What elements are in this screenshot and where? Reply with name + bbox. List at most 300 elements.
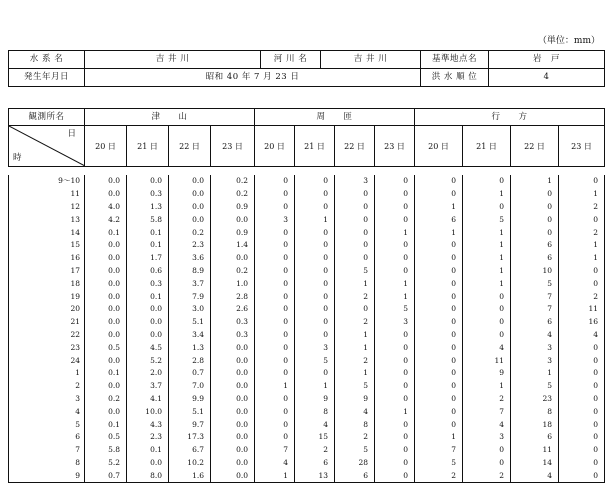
namekata-value-cell: 4 (463, 418, 511, 431)
shusai-value-cell: 7 (255, 444, 295, 457)
tsuyama-value-cell: 0.3 (211, 316, 255, 329)
flood-rank-label: 洪 水 順 位 (421, 69, 489, 87)
tsuyama-value-cell: 0.1 (127, 290, 169, 303)
tsuyama-value-cell: 3.7 (127, 380, 169, 393)
namekata-value-cell: 0 (559, 393, 605, 406)
tsuyama-value-cell: 3.6 (169, 252, 211, 265)
shusai-value-cell: 1 (295, 380, 335, 393)
tsuyama-value-cell: 0.5 (85, 431, 127, 444)
shusai-value-cell: 1 (295, 213, 335, 226)
namekata-value-cell: 6 (511, 252, 559, 265)
namekata-value-cell: 1 (463, 239, 511, 252)
shusai-value-cell: 1 (375, 405, 415, 418)
shusai-day-23: 23 日 (375, 126, 415, 167)
namekata-value-cell: 0 (559, 354, 605, 367)
shusai-value-cell: 0 (295, 175, 335, 188)
header-row-2 (9, 69, 605, 87)
shusai-value-cell: 2 (335, 290, 375, 303)
hour-cell: 9 (9, 469, 85, 482)
hour-cell: 13 (9, 213, 85, 226)
shusai-value-cell: 3 (335, 175, 375, 188)
shusai-value-cell: 0 (375, 469, 415, 482)
tsuyama-value-cell: 2.8 (169, 354, 211, 367)
shusai-value-cell: 0 (375, 380, 415, 393)
shusai-value-cell: 0 (375, 252, 415, 265)
hour-cell: 3 (9, 393, 85, 406)
table-row (9, 226, 605, 239)
table-row (9, 303, 605, 316)
water-system-label: 水 系 名 (9, 51, 85, 69)
shusai-value-cell: 0 (335, 252, 375, 265)
table-row (9, 380, 605, 393)
shusai-value-cell: 0 (255, 290, 295, 303)
namekata-value-cell: 1 (559, 239, 605, 252)
tsuyama-value-cell: 2.8 (211, 290, 255, 303)
tsuyama-value-cell: 0.0 (85, 380, 127, 393)
hour-cell: 24 (9, 354, 85, 367)
tsuyama-value-cell: 0.7 (85, 469, 127, 482)
shusai-value-cell: 5 (375, 303, 415, 316)
hour-cell: 17 (9, 265, 85, 278)
hour-cell: 5 (9, 418, 85, 431)
namekata-value-cell: 5 (463, 213, 511, 226)
river-name-value: 吉 井 川 (321, 51, 421, 69)
tsuyama-value-cell: 10.2 (169, 457, 211, 470)
tsuyama-value-cell: 0.0 (169, 175, 211, 188)
tsuyama-value-cell: 0.0 (85, 316, 127, 329)
shusai-value-cell: 1 (335, 277, 375, 290)
namekata-value-cell: 0 (415, 341, 463, 354)
namekata-value-cell: 0 (415, 405, 463, 418)
tsuyama-value-cell: 0.0 (211, 367, 255, 380)
shusai-value-cell: 28 (335, 457, 375, 470)
tsuyama-value-cell: 4.2 (85, 213, 127, 226)
tsuyama-day-21: 21 日 (127, 126, 169, 167)
shusai-value-cell: 1 (335, 329, 375, 342)
namekata-value-cell: 0 (559, 457, 605, 470)
namekata-value-cell: 0 (559, 380, 605, 393)
table-row (9, 290, 605, 303)
tsuyama-value-cell: 1.3 (127, 201, 169, 214)
shusai-value-cell: 4 (295, 418, 335, 431)
shusai-value-cell: 8 (335, 418, 375, 431)
namekata-value-cell: 0 (559, 469, 605, 482)
namekata-value-cell: 0 (415, 188, 463, 201)
namekata-value-cell: 1 (415, 226, 463, 239)
flood-rank-value: 4 (489, 69, 605, 87)
tsuyama-value-cell: 0.0 (85, 303, 127, 316)
tsuyama-value-cell: 0.0 (211, 380, 255, 393)
namekata-value-cell: 2 (559, 226, 605, 239)
shusai-value-cell: 0 (375, 393, 415, 406)
namekata-value-cell: 0 (415, 265, 463, 278)
namekata-value-cell: 0 (559, 341, 605, 354)
hour-cell: 22 (9, 329, 85, 342)
namekata-value-cell: 14 (511, 457, 559, 470)
shusai-value-cell: 0 (295, 201, 335, 214)
shusai-value-cell: 0 (295, 290, 335, 303)
shusai-value-cell: 0 (255, 316, 295, 329)
namekata-value-cell: 10 (511, 265, 559, 278)
tsuyama-value-cell: 17.3 (169, 431, 211, 444)
table-row (9, 444, 605, 457)
namekata-value-cell: 0 (415, 393, 463, 406)
hour-cell: 1 (9, 367, 85, 380)
tsuyama-value-cell: 0.0 (85, 188, 127, 201)
namekata-value-cell: 4 (511, 469, 559, 482)
hour-cell: 8 (9, 457, 85, 470)
shusai-value-cell: 0 (295, 329, 335, 342)
hour-cell: 18 (9, 277, 85, 290)
hour-cell: 7 (9, 444, 85, 457)
tsuyama-value-cell: 0.0 (85, 290, 127, 303)
shusai-value-cell: 1 (375, 277, 415, 290)
shusai-value-cell: 0 (255, 175, 295, 188)
table-row (9, 405, 605, 418)
base-point-label: 基準地点名 (421, 51, 489, 69)
namekata-value-cell: 1 (511, 175, 559, 188)
shusai-value-cell: 0 (255, 303, 295, 316)
shusai-value-cell: 0 (255, 188, 295, 201)
tsuyama-value-cell: 0.0 (127, 457, 169, 470)
tsuyama-value-cell: 0.0 (211, 457, 255, 470)
shusai-value-cell: 0 (375, 265, 415, 278)
namekata-value-cell: 0 (415, 316, 463, 329)
tsuyama-value-cell: 0.0 (85, 252, 127, 265)
shusai-value-cell: 0 (255, 354, 295, 367)
tsuyama-value-cell: 0.0 (127, 316, 169, 329)
tsuyama-value-cell: 1.3 (169, 341, 211, 354)
shusai-value-cell: 0 (375, 431, 415, 444)
station-shusai: 周 匝 (255, 109, 415, 126)
table-row (9, 469, 605, 482)
namekata-value-cell: 5 (415, 457, 463, 470)
unit-label: （単位：mm） (537, 36, 600, 46)
shusai-day-21: 21 日 (295, 126, 335, 167)
hour-cell: 23 (9, 341, 85, 354)
shusai-value-cell: 1 (375, 290, 415, 303)
hour-cell: 16 (9, 252, 85, 265)
tsuyama-value-cell: 0.7 (169, 367, 211, 380)
namekata-value-cell: 16 (559, 316, 605, 329)
shusai-value-cell: 3 (375, 316, 415, 329)
namekata-value-cell: 0 (463, 290, 511, 303)
namekata-value-cell: 0 (559, 277, 605, 290)
namekata-value-cell: 7 (511, 303, 559, 316)
tsuyama-value-cell: 2.3 (169, 239, 211, 252)
namekata-value-cell: 0 (511, 226, 559, 239)
table-row (9, 277, 605, 290)
namekata-value-cell: 0 (415, 418, 463, 431)
shusai-value-cell: 0 (335, 239, 375, 252)
namekata-value-cell: 2 (415, 469, 463, 482)
shusai-value-cell: 0 (255, 405, 295, 418)
namekata-value-cell: 0 (511, 201, 559, 214)
header-row-1 (9, 51, 605, 69)
table-row (9, 252, 605, 265)
shusai-value-cell: 0 (255, 252, 295, 265)
shusai-day-20: 20 日 (255, 126, 295, 167)
namekata-value-cell: 11 (559, 303, 605, 316)
tsuyama-value-cell: 0.3 (211, 329, 255, 342)
tsuyama-value-cell: 0.2 (211, 188, 255, 201)
header-table (8, 50, 605, 87)
namekata-value-cell: 1 (463, 380, 511, 393)
tsuyama-value-cell: 0.0 (85, 354, 127, 367)
tsuyama-value-cell: 5.2 (85, 457, 127, 470)
tsuyama-value-cell: 3.7 (169, 277, 211, 290)
tsuyama-value-cell: 5.8 (127, 213, 169, 226)
tsuyama-value-cell: 0.9 (211, 201, 255, 214)
hour-corner-label: 時 (13, 153, 22, 163)
namekata-value-cell: 2 (559, 201, 605, 214)
day-row (9, 126, 605, 167)
river-name-label: 河 川 名 (261, 51, 321, 69)
shusai-value-cell: 5 (335, 265, 375, 278)
rainfall-table-body (9, 175, 605, 483)
base-point-value: 岩 戸 (489, 51, 605, 69)
shusai-value-cell: 0 (375, 418, 415, 431)
shusai-value-cell: 0 (375, 367, 415, 380)
namekata-value-cell: 0 (559, 175, 605, 188)
shusai-value-cell: 0 (255, 341, 295, 354)
shusai-value-cell: 1 (335, 341, 375, 354)
shusai-value-cell: 9 (295, 393, 335, 406)
tsuyama-value-cell: 0.3 (127, 188, 169, 201)
namekata-value-cell: 1 (463, 188, 511, 201)
shusai-value-cell: 0 (375, 201, 415, 214)
shusai-value-cell: 1 (335, 367, 375, 380)
station-row (9, 109, 605, 126)
shusai-value-cell: 4 (335, 405, 375, 418)
shusai-value-cell: 0 (255, 418, 295, 431)
shusai-value-cell: 0 (295, 277, 335, 290)
tsuyama-value-cell: 1.0 (211, 277, 255, 290)
tsuyama-value-cell: 4.1 (127, 393, 169, 406)
namekata-value-cell: 8 (511, 405, 559, 418)
tsuyama-value-cell: 5.8 (85, 444, 127, 457)
shusai-value-cell: 1 (255, 469, 295, 482)
tsuyama-value-cell: 0.0 (85, 329, 127, 342)
table-row (9, 393, 605, 406)
shusai-value-cell: 0 (375, 457, 415, 470)
hour-cell: 2 (9, 380, 85, 393)
tsuyama-day-20: 20 日 (85, 126, 127, 167)
tsuyama-value-cell: 8.0 (127, 469, 169, 482)
shusai-value-cell: 0 (255, 239, 295, 252)
day-corner-label: 日 (67, 129, 76, 139)
date-label: 発生年月日 (9, 69, 85, 87)
namekata-value-cell: 0 (559, 405, 605, 418)
namekata-value-cell: 1 (559, 252, 605, 265)
hour-cell: 21 (9, 316, 85, 329)
shusai-value-cell: 0 (335, 213, 375, 226)
shusai-value-cell: 0 (295, 188, 335, 201)
tsuyama-value-cell: 0.1 (127, 444, 169, 457)
tsuyama-value-cell: 0.1 (127, 226, 169, 239)
tsuyama-value-cell: 2.3 (127, 431, 169, 444)
tsuyama-value-cell: 0.0 (211, 431, 255, 444)
shusai-value-cell: 0 (255, 431, 295, 444)
namekata-value-cell: 0 (415, 303, 463, 316)
tsuyama-value-cell: 8.9 (169, 265, 211, 278)
tsuyama-value-cell: 3.0 (169, 303, 211, 316)
tsuyama-value-cell: 6.7 (169, 444, 211, 457)
shusai-value-cell: 13 (295, 469, 335, 482)
tsuyama-value-cell: 9.7 (169, 418, 211, 431)
tsuyama-value-cell: 0.3 (127, 277, 169, 290)
shusai-value-cell: 6 (335, 469, 375, 482)
namekata-value-cell: 6 (511, 316, 559, 329)
namekata-value-cell: 2 (463, 393, 511, 406)
tsuyama-value-cell: 0.0 (85, 405, 127, 418)
namekata-value-cell: 0 (559, 431, 605, 444)
shusai-value-cell: 2 (335, 316, 375, 329)
namekata-value-cell: 18 (511, 418, 559, 431)
namekata-value-cell: 0 (415, 277, 463, 290)
namekata-day-20: 20 日 (415, 126, 463, 167)
tsuyama-value-cell: 0.0 (127, 175, 169, 188)
shusai-value-cell: 0 (335, 201, 375, 214)
tsuyama-value-cell: 0.0 (85, 277, 127, 290)
namekata-value-cell: 7 (511, 290, 559, 303)
tsuyama-value-cell: 0.1 (85, 418, 127, 431)
tsuyama-value-cell: 9.9 (169, 393, 211, 406)
tsuyama-value-cell: 0.0 (211, 252, 255, 265)
shusai-value-cell: 0 (375, 354, 415, 367)
namekata-value-cell: 3 (463, 431, 511, 444)
table-row (9, 188, 605, 201)
namekata-value-cell: 0 (511, 188, 559, 201)
day-hour-corner (9, 126, 85, 167)
tsuyama-value-cell: 0.0 (211, 213, 255, 226)
namekata-value-cell: 0 (559, 367, 605, 380)
namekata-value-cell: 4 (559, 329, 605, 342)
tsuyama-value-cell: 0.0 (211, 341, 255, 354)
table-row (9, 213, 605, 226)
namekata-value-cell: 0 (559, 213, 605, 226)
tsuyama-value-cell: 1.4 (211, 239, 255, 252)
shusai-value-cell: 0 (295, 367, 335, 380)
namekata-value-cell: 7 (463, 405, 511, 418)
tsuyama-value-cell: 0.2 (169, 226, 211, 239)
namekata-value-cell: 4 (463, 341, 511, 354)
table-row (9, 329, 605, 342)
namekata-value-cell: 0 (511, 213, 559, 226)
namekata-value-cell: 0 (463, 175, 511, 188)
hour-cell: 4 (9, 405, 85, 418)
tsuyama-value-cell: 0.1 (127, 239, 169, 252)
tsuyama-value-cell: 0.0 (85, 265, 127, 278)
tsuyama-value-cell: 0.0 (211, 354, 255, 367)
station-tsuyama: 津 山 (85, 109, 255, 126)
shusai-value-cell: 0 (295, 265, 335, 278)
namekata-value-cell: 1 (415, 431, 463, 444)
tsuyama-value-cell: 0.0 (85, 175, 127, 188)
namekata-value-cell: 0 (415, 329, 463, 342)
tsuyama-value-cell: 5.1 (169, 405, 211, 418)
shusai-value-cell: 2 (335, 354, 375, 367)
namekata-value-cell: 0 (463, 457, 511, 470)
namekata-value-cell: 0 (559, 265, 605, 278)
tsuyama-day-22: 22 日 (169, 126, 211, 167)
namekata-value-cell: 11 (511, 444, 559, 457)
date-value: 昭和 40 年 7 月 23 日 (85, 69, 421, 87)
tsuyama-value-cell: 5.1 (169, 316, 211, 329)
tsuyama-value-cell: 0.0 (127, 329, 169, 342)
hour-cell: 15 (9, 239, 85, 252)
hour-cell: 14 (9, 226, 85, 239)
namekata-value-cell: 0 (415, 367, 463, 380)
namekata-value-cell: 2 (463, 469, 511, 482)
shusai-value-cell: 0 (335, 188, 375, 201)
shusai-value-cell: 5 (335, 380, 375, 393)
rainfall-table (8, 175, 605, 483)
namekata-value-cell: 5 (511, 277, 559, 290)
shusai-value-cell: 0 (375, 329, 415, 342)
tsuyama-value-cell: 0.0 (211, 469, 255, 482)
table-row (9, 457, 605, 470)
namekata-value-cell: 3 (511, 354, 559, 367)
namekata-day-21: 21 日 (463, 126, 511, 167)
tsuyama-value-cell: 0.2 (85, 393, 127, 406)
namekata-value-cell: 1 (511, 367, 559, 380)
shusai-value-cell: 1 (375, 226, 415, 239)
shusai-value-cell: 2 (295, 444, 335, 457)
namekata-value-cell: 0 (463, 201, 511, 214)
shusai-value-cell: 0 (335, 303, 375, 316)
tsuyama-value-cell: 0.0 (169, 213, 211, 226)
station-namekata: 行 方 (415, 109, 605, 126)
namekata-value-cell: 1 (463, 252, 511, 265)
shusai-value-cell: 0 (255, 393, 295, 406)
hour-cell: 11 (9, 188, 85, 201)
hour-cell: 19 (9, 290, 85, 303)
namekata-value-cell: 0 (463, 316, 511, 329)
namekata-value-cell: 1 (463, 226, 511, 239)
shusai-value-cell: 2 (335, 431, 375, 444)
namekata-value-cell: 6 (511, 239, 559, 252)
tsuyama-value-cell: 0.0 (211, 444, 255, 457)
tsuyama-value-cell: 0.0 (211, 405, 255, 418)
table-row (9, 341, 605, 354)
station-name-label: 観測所名 (9, 109, 85, 126)
tsuyama-value-cell: 0.0 (211, 393, 255, 406)
tsuyama-value-cell: 2.0 (127, 367, 169, 380)
table-row (9, 265, 605, 278)
namekata-value-cell: 9 (463, 367, 511, 380)
tsuyama-value-cell: 0.5 (85, 341, 127, 354)
water-system-value: 吉 井 川 (85, 51, 261, 69)
shusai-value-cell: 1 (255, 380, 295, 393)
shusai-value-cell: 5 (335, 444, 375, 457)
tsuyama-value-cell: 10.0 (127, 405, 169, 418)
shusai-value-cell: 0 (255, 329, 295, 342)
shusai-value-cell: 3 (295, 341, 335, 354)
shusai-value-cell: 0 (295, 316, 335, 329)
namekata-value-cell: 0 (415, 380, 463, 393)
shusai-value-cell: 9 (335, 393, 375, 406)
namekata-value-cell: 1 (463, 265, 511, 278)
tsuyama-value-cell: 1.7 (127, 252, 169, 265)
shusai-value-cell: 0 (255, 265, 295, 278)
table-row (9, 431, 605, 444)
table-row (9, 316, 605, 329)
tsuyama-value-cell: 0.0 (169, 201, 211, 214)
shusai-value-cell: 4 (255, 457, 295, 470)
tsuyama-value-cell: 0.9 (211, 226, 255, 239)
shusai-day-22: 22 日 (335, 126, 375, 167)
